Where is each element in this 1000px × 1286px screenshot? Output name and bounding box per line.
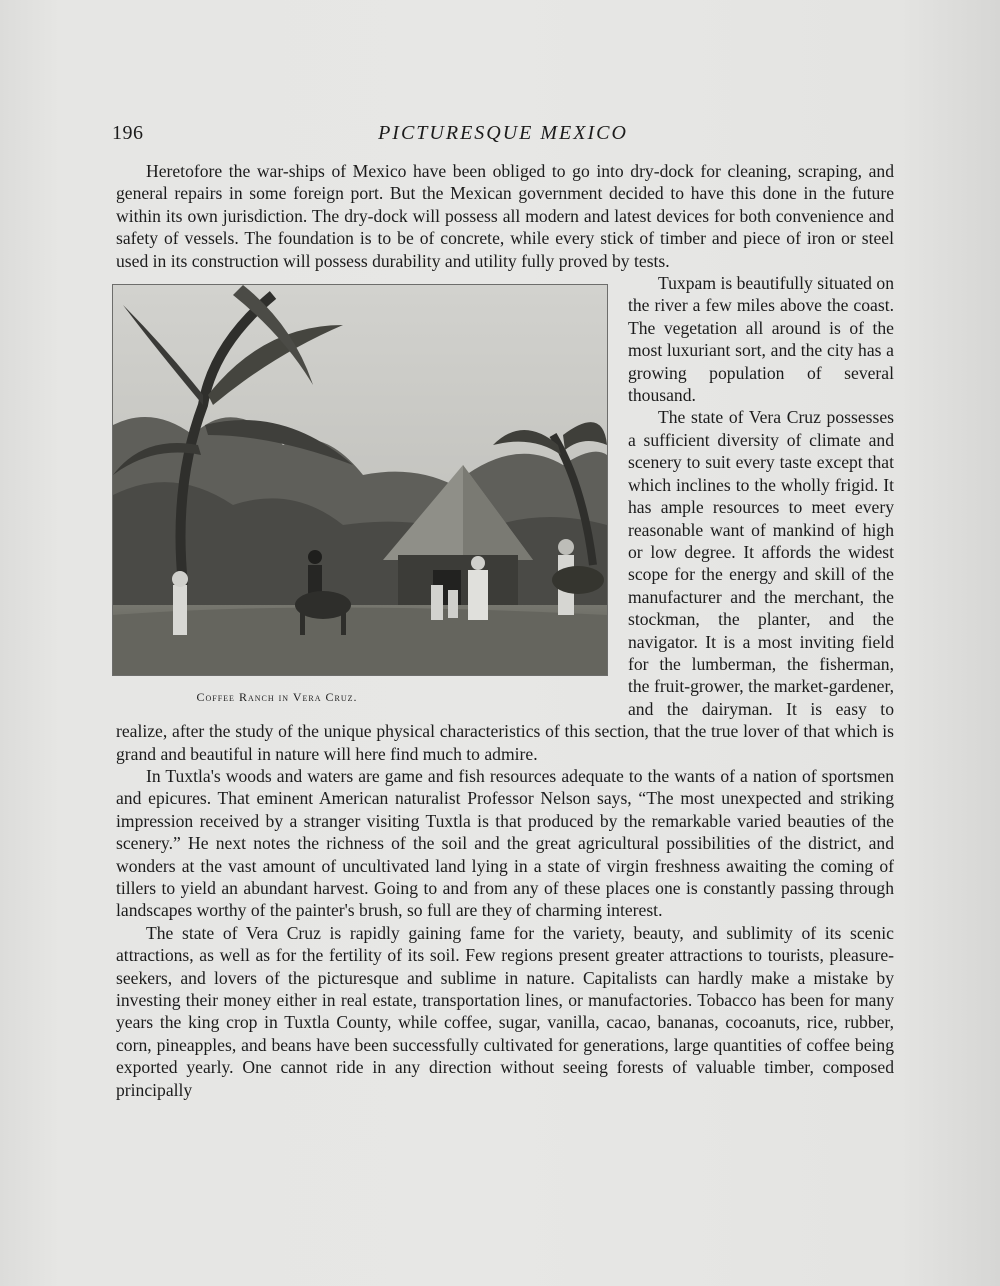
body-text bbox=[116, 160, 894, 1101]
paragraph-vera-cruz-fame: The state of Vera Cruz is rapidly gaining fame for the variety, beauty, and sublimity of its scenic attractions, as well as for the fertility of its soil. Few regions present greater attractions to tourists, pleasure-seekers, and lovers of the picturesque and sublime in nature. Capitalists can hardly make a mistake by investing their money either in real estate, transportation lines, or manufactories. Tobacco has been for many years the king crop in Tuxtla County, while coffee, sugar, vanilla, cacao, bananas, cocoanuts, rice, rubber, corn, pineapples, and beans have been successfully cultivated for generations, large quantities of coffee being exported yearly. One cannot ride in any direction without seeing forests of valuable timber, composed principally bbox=[116, 922, 894, 1100]
page-number: 196 bbox=[112, 122, 144, 144]
page-header bbox=[112, 122, 894, 152]
photo-icon bbox=[113, 285, 607, 675]
photo-coffee-ranch bbox=[112, 284, 608, 676]
paragraph-vera-cruz-state: The state of Vera Cruz possesses a sufficient diversity of climate and scenery to suit every taste except that which inclines to the wholly frigid. It has ample resources to meet every reasonable want of mankind of high or low degree. It affords the widest scope for the energy and skill of the manufacturer and the merchant, the stockman, the planter, and the navigator. It is a most inviting field for the lumberman, the fisherman, the fruit-grower, the market-gardener, and the dairyman. It is easy to realize, after the study of the unique physical characteristics of this section, that the true lover of that which is grand and beautiful in nature will here find much to admire. bbox=[116, 407, 894, 764]
figure-coffee-ranch bbox=[112, 272, 612, 714]
paragraph-drydock: Heretofore the war-ships of Mexico have been obliged to go into dry-dock for cleaning, scraping, and general repairs in some foreign port. But the Mexican government decided to have this done in the future within its own jurisdiction. The dry-dock will possess all modern and latest devices for both convenience and safety of vessels. The foundation is to be of concrete, while every stick of timber and piece of iron or steel used in its construction will possess durability and utility fully proved by tests. bbox=[116, 161, 894, 271]
paragraph-tuxtla: In Tuxtla's woods and waters are game and fish resources adequate to the wants of a nation of sportsmen and epicures. That eminent American naturalist Professor Nelson says, “The most unexpected and striking impression received by a stranger visiting Tuxtla is that produced by the remarkable varied beauties of the scenery.” He next notes the richness of the soil and the great agricultural possibilities of the district, and wonders at the vast amount of uncultivated land lying in a state of virgin freshness awaiting the coming of tillers to yield an abundant harvest. Going to and from any of these places one is constantly passing through landscapes worthy of the painter's brush, so full are they of charming interest. bbox=[116, 765, 894, 921]
figure-caption: Coffee Ranch in Vera Cruz. bbox=[196, 690, 358, 705]
running-title: PICTURESQUE MEXICO bbox=[378, 122, 628, 144]
paragraph-tuxpam: Tuxpam is beautifully situated on the river a few miles above the coast. The vegetation all around is of the most luxuriant sort, and the city has a growing population of several thousand. bbox=[628, 273, 894, 406]
